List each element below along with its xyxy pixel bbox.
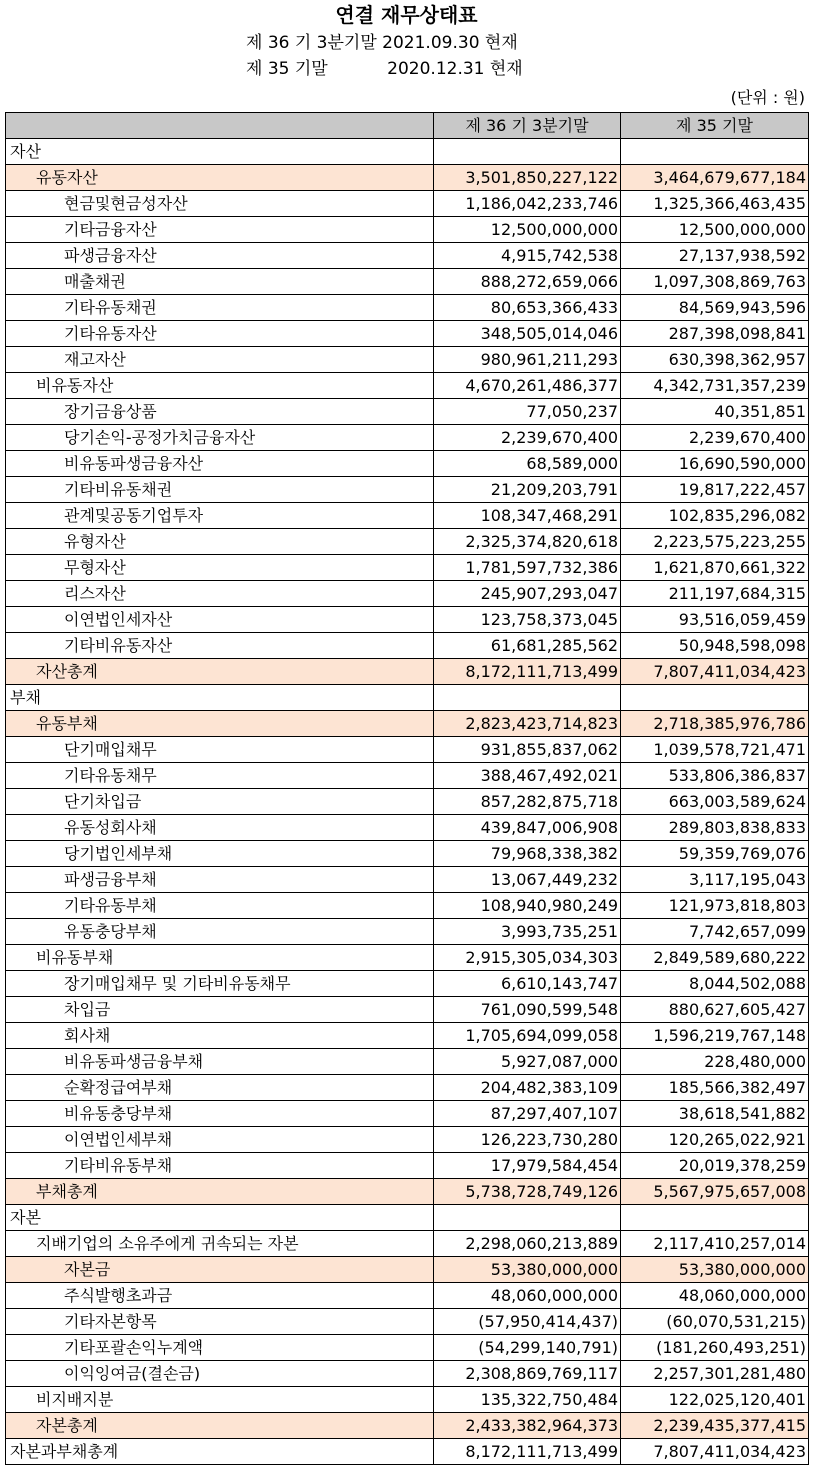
document-title: 연결 재무상태표 (335, 3, 478, 27)
previous-period-value: 663,003,589,624 (621, 789, 809, 815)
previous-period-value: 880,627,605,427 (621, 997, 809, 1023)
row-label: 매출채권 (6, 269, 434, 295)
row-label: 기타비유동부채 (6, 1153, 434, 1179)
row-label: 장기매입채무 및 기타비유동채무 (6, 971, 434, 997)
row-label: 기타유동자산 (6, 321, 434, 347)
row-label: 자본총계 (6, 1413, 434, 1439)
previous-period-value: 48,060,000,000 (621, 1283, 809, 1309)
table-row (6, 1049, 809, 1075)
current-period-value: 857,282,875,718 (434, 789, 621, 815)
current-period-value: 1,186,042,233,746 (434, 191, 621, 217)
current-period-value: 2,915,305,034,303 (434, 945, 621, 971)
previous-period-value: 7,807,411,034,423 (621, 659, 809, 685)
row-label: 기타자본항목 (6, 1309, 434, 1335)
previous-period-value: 2,117,410,257,014 (621, 1231, 809, 1257)
row-label: 기타비유동자산 (6, 633, 434, 659)
previous-period-value: 2,257,301,281,480 (621, 1361, 809, 1387)
unit-label: (단위 : 원) (730, 88, 805, 107)
table-row (6, 1075, 809, 1101)
row-label: 자본 (6, 1205, 434, 1231)
current-period-value: 2,325,374,820,618 (434, 529, 621, 555)
table-row (6, 841, 809, 867)
current-period-value (434, 1205, 621, 1231)
table-row (6, 1439, 809, 1465)
current-period-value: 135,322,750,484 (434, 1387, 621, 1413)
previous-period-value: 5,567,975,657,008 (621, 1179, 809, 1205)
previous-period-value: 3,117,195,043 (621, 867, 809, 893)
current-period-value: 3,501,850,227,122 (434, 165, 621, 191)
current-period-value: 3,993,735,251 (434, 919, 621, 945)
table-row (6, 763, 809, 789)
current-period-value: 48,060,000,000 (434, 1283, 621, 1309)
table-row (6, 1153, 809, 1179)
row-label: 자본과부채총계 (6, 1439, 434, 1465)
current-period-value: 108,347,468,291 (434, 503, 621, 529)
current-period-value: 204,482,383,109 (434, 1075, 621, 1101)
previous-period-value: 2,239,670,400 (621, 425, 809, 451)
table-row (6, 373, 809, 399)
previous-period-value: 1,039,578,721,471 (621, 737, 809, 763)
row-label: 자산 (6, 139, 434, 165)
current-period-value: 61,681,285,562 (434, 633, 621, 659)
row-label: 부채총계 (6, 1179, 434, 1205)
table-row (6, 295, 809, 321)
current-period-value: 17,979,584,454 (434, 1153, 621, 1179)
current-period-value: 87,297,407,107 (434, 1101, 621, 1127)
row-label: 파생금융부채 (6, 867, 434, 893)
previous-period-value: 4,342,731,357,239 (621, 373, 809, 399)
table-row (6, 581, 809, 607)
row-label: 유동자산 (6, 165, 434, 191)
table-row (6, 945, 809, 971)
current-period-value: 77,050,237 (434, 399, 621, 425)
table-row (6, 659, 809, 685)
previous-period-value: 2,239,435,377,415 (621, 1413, 809, 1439)
previous-period-value: 2,849,589,680,222 (621, 945, 809, 971)
current-period-value: 5,738,728,749,126 (434, 1179, 621, 1205)
row-label: 무형자산 (6, 555, 434, 581)
current-period-value: 12,500,000,000 (434, 217, 621, 243)
current-period-value: 245,907,293,047 (434, 581, 621, 607)
row-label: 이연법인세자산 (6, 607, 434, 633)
table-row (6, 1387, 809, 1413)
previous-period-value: (60,070,531,215) (621, 1309, 809, 1335)
table-row (6, 555, 809, 581)
previous-period-value: 1,097,308,869,763 (621, 269, 809, 295)
current-period-value: 2,433,382,964,373 (434, 1413, 621, 1439)
current-period-value: 68,589,000 (434, 451, 621, 477)
table-row (6, 399, 809, 425)
current-period-value: 126,223,730,280 (434, 1127, 621, 1153)
previous-period-value: 1,621,870,661,322 (621, 555, 809, 581)
previous-period-value: (181,260,493,251) (621, 1335, 809, 1361)
current-period-value: 53,380,000,000 (434, 1257, 621, 1283)
table-row (6, 1361, 809, 1387)
table-row (6, 1179, 809, 1205)
row-label: 기타유동채권 (6, 295, 434, 321)
current-period-value: 6,610,143,747 (434, 971, 621, 997)
current-period-value (434, 139, 621, 165)
row-label: 당기손익-공정가치금융자산 (6, 425, 434, 451)
row-label: 재고자산 (6, 347, 434, 373)
current-period-value: 8,172,111,713,499 (434, 659, 621, 685)
current-period-value: 123,758,373,045 (434, 607, 621, 633)
current-period-value: 2,298,060,213,889 (434, 1231, 621, 1257)
previous-period-value: 38,618,541,882 (621, 1101, 809, 1127)
table-row (6, 997, 809, 1023)
row-label: 비유동충당부채 (6, 1101, 434, 1127)
row-label: 자산총계 (6, 659, 434, 685)
current-period-value: 4,670,261,486,377 (434, 373, 621, 399)
table-row (6, 919, 809, 945)
previous-period-value: 185,566,382,497 (621, 1075, 809, 1101)
previous-period-value: 93,516,059,459 (621, 607, 809, 633)
previous-period-value: 53,380,000,000 (621, 1257, 809, 1283)
row-label: 순확정급여부채 (6, 1075, 434, 1101)
table-body (6, 139, 809, 1465)
table-row (6, 1309, 809, 1335)
current-period-value: (57,950,414,437) (434, 1309, 621, 1335)
row-label: 단기매입채무 (6, 737, 434, 763)
previous-period-value (621, 139, 809, 165)
table-row (6, 1257, 809, 1283)
previous-period-value: 228,480,000 (621, 1049, 809, 1075)
previous-period-value: 120,265,022,921 (621, 1127, 809, 1153)
table-row (6, 269, 809, 295)
row-label: 기타유동부채 (6, 893, 434, 919)
previous-period-value: 84,569,943,596 (621, 295, 809, 321)
current-period-value: 2,239,670,400 (434, 425, 621, 451)
table-row (6, 789, 809, 815)
table-row (6, 139, 809, 165)
table-row (6, 347, 809, 373)
row-label: 비지배지분 (6, 1387, 434, 1413)
table-row (6, 1127, 809, 1153)
row-label: 유동성회사채 (6, 815, 434, 841)
table-row (6, 321, 809, 347)
current-period-value: 931,855,837,062 (434, 737, 621, 763)
current-period-value: 80,653,366,433 (434, 295, 621, 321)
previous-period-value: 7,742,657,099 (621, 919, 809, 945)
current-period-value: 5,927,087,000 (434, 1049, 621, 1075)
previous-period-value: 211,197,684,315 (621, 581, 809, 607)
previous-period-value: 19,817,222,457 (621, 477, 809, 503)
table-row (6, 815, 809, 841)
current-period-value: 8,172,111,713,499 (434, 1439, 621, 1465)
row-label: 관계및공동기업투자 (6, 503, 434, 529)
current-period-value: 388,467,492,021 (434, 763, 621, 789)
table-header-row (6, 113, 809, 139)
table-row (6, 893, 809, 919)
period-previous: 제 35 기말 2020.12.31 현재 (246, 59, 523, 79)
current-period-value: 4,915,742,538 (434, 243, 621, 269)
previous-period-value: 287,398,098,841 (621, 321, 809, 347)
table-row (6, 529, 809, 555)
previous-period-value (621, 685, 809, 711)
row-label: 유동부채 (6, 711, 434, 737)
row-label: 기타비유동채권 (6, 477, 434, 503)
table-row (6, 191, 809, 217)
previous-period-value: 59,359,769,076 (621, 841, 809, 867)
previous-period-value: 1,596,219,767,148 (621, 1023, 809, 1049)
previous-period-value (621, 1205, 809, 1231)
previous-period-value: 289,803,838,833 (621, 815, 809, 841)
previous-period-value: 121,973,818,803 (621, 893, 809, 919)
previous-period-value: 40,351,851 (621, 399, 809, 425)
previous-period-value: 16,690,590,000 (621, 451, 809, 477)
table-row (6, 1413, 809, 1439)
current-period-value: 761,090,599,548 (434, 997, 621, 1023)
previous-period-value: 102,835,296,082 (621, 503, 809, 529)
current-period-value: 1,705,694,099,058 (434, 1023, 621, 1049)
balance-sheet-table (5, 112, 809, 1465)
table-row (6, 737, 809, 763)
row-label: 유형자산 (6, 529, 434, 555)
row-label: 회사채 (6, 1023, 434, 1049)
table-row (6, 217, 809, 243)
table-row (6, 1023, 809, 1049)
previous-period-value: 122,025,120,401 (621, 1387, 809, 1413)
current-period-value: (54,299,140,791) (434, 1335, 621, 1361)
row-label: 자본금 (6, 1257, 434, 1283)
current-period-value: 439,847,006,908 (434, 815, 621, 841)
current-period-value: 1,781,597,732,386 (434, 555, 621, 581)
current-period-value: 21,209,203,791 (434, 477, 621, 503)
previous-period-value: 2,718,385,976,786 (621, 711, 809, 737)
row-label: 이연법인세부채 (6, 1127, 434, 1153)
previous-period-value: 50,948,598,098 (621, 633, 809, 659)
previous-period-value: 533,806,386,837 (621, 763, 809, 789)
table-row (6, 1205, 809, 1231)
row-label: 주식발행초과금 (6, 1283, 434, 1309)
header-current-period: 제 36 기 3분기말 (434, 113, 621, 139)
table-row (6, 971, 809, 997)
row-label: 리스자산 (6, 581, 434, 607)
previous-period-value: 2,223,575,223,255 (621, 529, 809, 555)
current-period-value: 2,823,423,714,823 (434, 711, 621, 737)
current-period-value: 980,961,211,293 (434, 347, 621, 373)
table-row (6, 243, 809, 269)
current-period-value: 2,308,869,769,117 (434, 1361, 621, 1387)
row-label: 유동충당부채 (6, 919, 434, 945)
previous-period-value: 7,807,411,034,423 (621, 1439, 809, 1465)
previous-period-value: 1,325,366,463,435 (621, 191, 809, 217)
table-row (6, 165, 809, 191)
table-row (6, 1231, 809, 1257)
table-row (6, 1101, 809, 1127)
previous-period-value: 3,464,679,677,184 (621, 165, 809, 191)
current-period-value: 108,940,980,249 (434, 893, 621, 919)
previous-period-value: 20,019,378,259 (621, 1153, 809, 1179)
row-label: 기타금융자산 (6, 217, 434, 243)
row-label: 당기법인세부채 (6, 841, 434, 867)
row-label: 현금및현금성자산 (6, 191, 434, 217)
row-label: 장기금융상품 (6, 399, 434, 425)
row-label: 이익잉여금(결손금) (6, 1361, 434, 1387)
previous-period-value: 12,500,000,000 (621, 217, 809, 243)
current-period-value: 13,067,449,232 (434, 867, 621, 893)
row-label: 비유동파생금융자산 (6, 451, 434, 477)
current-period-value: 348,505,014,046 (434, 321, 621, 347)
table-row (6, 711, 809, 737)
row-label: 부채 (6, 685, 434, 711)
table-row (6, 451, 809, 477)
period-current: 제 36 기 3분기말 2021.09.30 현재 (246, 33, 518, 53)
row-label: 비유동부채 (6, 945, 434, 971)
current-period-value: 79,968,338,382 (434, 841, 621, 867)
table-row (6, 1335, 809, 1361)
table-row (6, 633, 809, 659)
row-label: 비유동파생금융부채 (6, 1049, 434, 1075)
previous-period-value: 8,044,502,088 (621, 971, 809, 997)
row-label: 기타유동채무 (6, 763, 434, 789)
table-row (6, 503, 809, 529)
current-period-value (434, 685, 621, 711)
header-previous-period: 제 35 기말 (621, 113, 809, 139)
previous-period-value: 27,137,938,592 (621, 243, 809, 269)
table-row (6, 477, 809, 503)
table-row (6, 867, 809, 893)
row-label: 지배기업의 소유주에게 귀속되는 자본 (6, 1231, 434, 1257)
current-period-value: 888,272,659,066 (434, 269, 621, 295)
table-row (6, 1283, 809, 1309)
table-row (6, 685, 809, 711)
row-label: 비유동자산 (6, 373, 434, 399)
previous-period-value: 630,398,362,957 (621, 347, 809, 373)
row-label: 차입금 (6, 997, 434, 1023)
table-row (6, 607, 809, 633)
row-label: 파생금융자산 (6, 243, 434, 269)
table-row (6, 425, 809, 451)
header-item (6, 113, 434, 139)
row-label: 단기차입금 (6, 789, 434, 815)
row-label: 기타포괄손익누계액 (6, 1335, 434, 1361)
